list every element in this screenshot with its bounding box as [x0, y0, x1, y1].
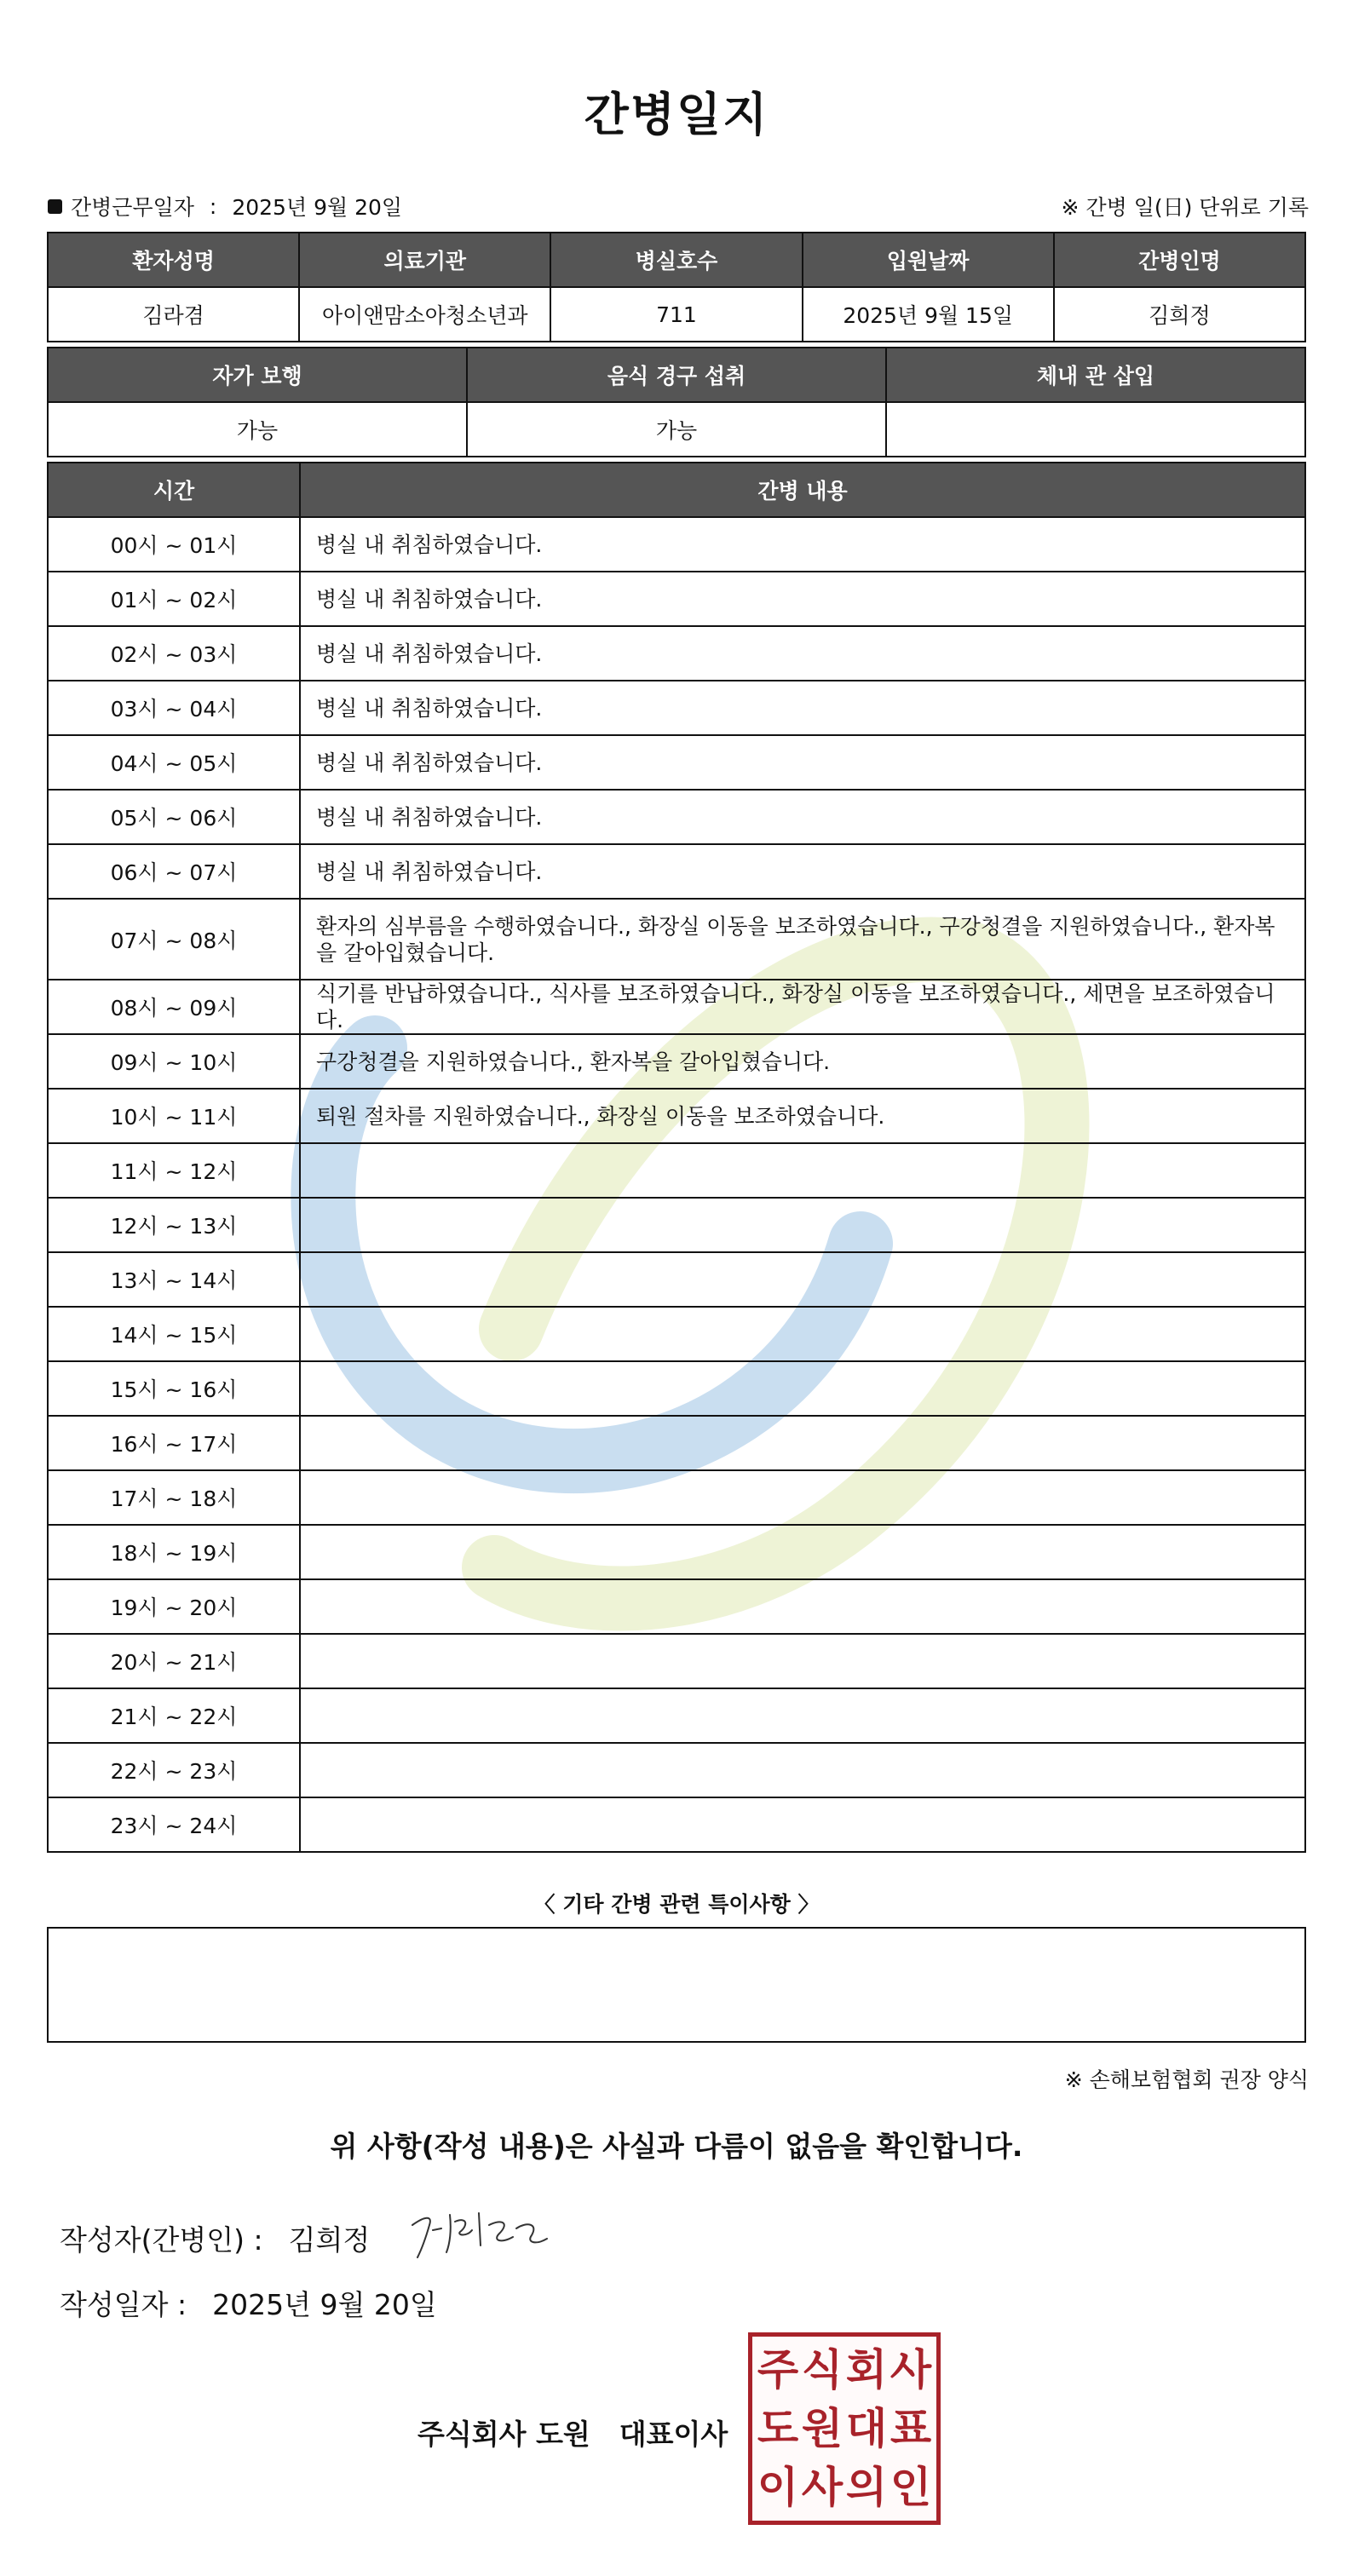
- patient-info-header-row: [48, 233, 1305, 287]
- written-date-value: 2025년 9월 20일: [212, 2288, 437, 2321]
- care-log-content: [300, 1198, 1305, 1252]
- care-log-row: [48, 1198, 1305, 1252]
- care-log-row: [48, 1034, 1305, 1089]
- care-log-content: [300, 1634, 1305, 1688]
- seal-char: 원: [801, 2403, 843, 2453]
- seal-char: 이: [757, 2463, 799, 2513]
- seal-char: 인: [890, 2463, 932, 2513]
- care-log-content: 병실 내 취침하였습니다.: [300, 517, 1305, 572]
- care-log-row: [48, 1143, 1305, 1198]
- handwritten-signature: [407, 2196, 552, 2264]
- care-log-time: 04시 ~ 05시: [48, 735, 300, 790]
- care-log-time: 19시 ~ 20시: [48, 1579, 300, 1634]
- care-log-content: 병실 내 취침하였습니다.: [300, 626, 1305, 681]
- care-log-body: [48, 517, 1305, 1852]
- seal-char: 도: [757, 2403, 799, 2453]
- care-log-content: 퇴원 절차를 지원하였습니다., 화장실 이동을 보조하였습니다.: [300, 1089, 1305, 1143]
- care-log-content: 병실 내 취침하였습니다.: [300, 844, 1305, 899]
- written-date-line: [60, 2283, 437, 2323]
- care-log-time: 06시 ~ 07시: [48, 844, 300, 899]
- care-log-content: 식기를 반납하였습니다., 식사를 보조하였습니다., 화장실 이동을 보조하였습니다., 세면을 보조하였습니다.: [300, 980, 1305, 1034]
- seal-char: 사: [801, 2463, 843, 2513]
- care-log-content: 환자의 심부름을 수행하였습니다., 화장실 이동을 보조하였습니다., 구강청결을 지원하였습니다., 환자복을 갈아입혔습니다.: [300, 899, 1305, 980]
- care-log-content: 병실 내 취침하였습니다.: [300, 790, 1305, 844]
- care-log-content: [300, 1143, 1305, 1198]
- care-log-content: 병실 내 취침하였습니다.: [300, 572, 1305, 626]
- writer-name: 김희정: [288, 2223, 371, 2257]
- care-log-content: [300, 1470, 1305, 1525]
- oral-intake-value: 가능: [467, 402, 886, 457]
- header-care-content: 간병 내용: [300, 463, 1305, 517]
- seal-char: 의: [845, 2463, 888, 2513]
- seal-char: 식: [801, 2344, 843, 2395]
- company-name: 주식회사 도원: [417, 2418, 590, 2451]
- care-log-row: [48, 1361, 1305, 1416]
- care-log-row: [48, 1525, 1305, 1579]
- care-log-content: [300, 1579, 1305, 1634]
- work-date-line: [48, 191, 402, 221]
- care-log-content: [300, 1416, 1305, 1470]
- form-source-note: ※ 손해보험협회 권장 양식: [1064, 2067, 1309, 2092]
- company-line: [417, 2412, 728, 2452]
- tube-insertion-value: [886, 402, 1305, 457]
- care-log-time: 11시 ~ 12시: [48, 1143, 300, 1198]
- care-log-row: [48, 844, 1305, 899]
- care-log-content: [300, 1252, 1305, 1307]
- company-role: 대표이사: [619, 2418, 728, 2451]
- seal-char: 주: [757, 2344, 799, 2395]
- care-log-time: 13시 ~ 14시: [48, 1252, 300, 1307]
- patient-info-table: [47, 232, 1306, 342]
- care-log-time: 23시 ~ 24시: [48, 1797, 300, 1852]
- care-log-row: [48, 735, 1305, 790]
- seal-char: 사: [890, 2344, 932, 2395]
- writer-line: [60, 2218, 370, 2258]
- care-log-content: 병실 내 취침하였습니다.: [300, 735, 1305, 790]
- care-log-time: 07시 ~ 08시: [48, 899, 300, 980]
- status-value-row: [48, 402, 1305, 457]
- document-title: 간병일지: [584, 88, 769, 141]
- care-log-row: [48, 681, 1305, 735]
- caregiver-name: 김희정: [1054, 287, 1305, 342]
- care-log-time: 00시 ~ 01시: [48, 517, 300, 572]
- care-log-time: 20시 ~ 21시: [48, 1634, 300, 1688]
- work-date-label: 간병근무일자: [71, 195, 194, 220]
- patient-name: 김라겸: [48, 287, 299, 342]
- care-log-content: [300, 1688, 1305, 1743]
- care-log-time: 08시 ~ 09시: [48, 980, 300, 1034]
- status-header-row: [48, 348, 1305, 402]
- care-log-time: 21시 ~ 22시: [48, 1688, 300, 1743]
- writer-label: 작성자(간병인) :: [60, 2223, 263, 2257]
- care-log-time: 02시 ~ 03시: [48, 626, 300, 681]
- header-hospital: 의료기관: [299, 233, 550, 287]
- care-log-time: 05시 ~ 06시: [48, 790, 300, 844]
- care-log-time: 17시 ~ 18시: [48, 1470, 300, 1525]
- care-log-row: [48, 517, 1305, 572]
- care-log-row: [48, 626, 1305, 681]
- care-log-row: [48, 1797, 1305, 1852]
- record-unit-note: ※ 간병 일(日) 단위로 기록: [1061, 195, 1309, 220]
- care-log-time: 22시 ~ 23시: [48, 1743, 300, 1797]
- care-log-time: 14시 ~ 15시: [48, 1307, 300, 1361]
- hospital-name: 아이앤맘소아청소년과: [299, 287, 550, 342]
- company-seal: [748, 2332, 941, 2525]
- care-log-row: [48, 1470, 1305, 1525]
- admission-date: 2025년 9월 15일: [803, 287, 1054, 342]
- header-time: 시간: [48, 463, 300, 517]
- header-patient-name: 환자성명: [48, 233, 299, 287]
- care-log-row: [48, 1307, 1305, 1361]
- work-date-value: 2025년 9월 20일: [232, 195, 403, 220]
- header-tube-insertion: 체내 관 삽입: [886, 348, 1305, 402]
- header-admission-date: 입원날짜: [803, 233, 1054, 287]
- care-log-row: [48, 1634, 1305, 1688]
- patient-info-value-row: [48, 287, 1305, 342]
- care-log-row: [48, 1252, 1305, 1307]
- care-log-row: [48, 899, 1305, 980]
- care-log-row: [48, 1416, 1305, 1470]
- work-date-separator: :: [209, 193, 217, 219]
- care-log-time: 12시 ~ 13시: [48, 1198, 300, 1252]
- care-log-time: 15시 ~ 16시: [48, 1361, 300, 1416]
- care-log-row: [48, 1688, 1305, 1743]
- care-log-row: [48, 1743, 1305, 1797]
- header-oral-intake: 음식 경구 섭취: [467, 348, 886, 402]
- care-log-row: [48, 980, 1305, 1034]
- care-log-row: [48, 572, 1305, 626]
- care-log-row: [48, 790, 1305, 844]
- care-log-content: [300, 1525, 1305, 1579]
- care-log-content: [300, 1307, 1305, 1361]
- care-log-time: 10시 ~ 11시: [48, 1089, 300, 1143]
- care-log-table: [47, 462, 1306, 1853]
- care-log-time: 01시 ~ 02시: [48, 572, 300, 626]
- room-number: 711: [550, 287, 802, 342]
- care-log-content: [300, 1743, 1305, 1797]
- seal-char: 회: [845, 2344, 888, 2395]
- seal-char: 대: [845, 2403, 888, 2453]
- care-log-content: [300, 1361, 1305, 1416]
- care-log-time: 16시 ~ 17시: [48, 1416, 300, 1470]
- seal-char: 표: [890, 2403, 932, 2453]
- care-log-row: [48, 1089, 1305, 1143]
- patient-status-table: [47, 347, 1306, 457]
- care-log-header-row: [48, 463, 1305, 517]
- confirmation-statement: 위 사항(작성 내용)은 사실과 다름이 없음을 확인합니다.: [330, 2130, 1023, 2163]
- header-room-number: 병실호수: [550, 233, 802, 287]
- notes-title: 〈 기타 간병 관련 특이사항 〉: [533, 1892, 820, 1917]
- bullet-square-icon: [48, 199, 62, 214]
- care-log-content: 구강청결을 지원하였습니다., 환자복을 갈아입혔습니다.: [300, 1034, 1305, 1089]
- care-log-content: [300, 1797, 1305, 1852]
- notes-box: [47, 1927, 1306, 2043]
- header-caregiver-name: 간병인명: [1054, 233, 1305, 287]
- care-log-content: 병실 내 취침하였습니다.: [300, 681, 1305, 735]
- care-log-time: 03시 ~ 04시: [48, 681, 300, 735]
- care-log-time: 09시 ~ 10시: [48, 1034, 300, 1089]
- care-log-row: [48, 1579, 1305, 1634]
- care-log-time: 18시 ~ 19시: [48, 1525, 300, 1579]
- written-date-label: 작성일자 :: [60, 2288, 187, 2321]
- self-walking-value: 가능: [48, 402, 467, 457]
- header-self-walking: 자가 보행: [48, 348, 467, 402]
